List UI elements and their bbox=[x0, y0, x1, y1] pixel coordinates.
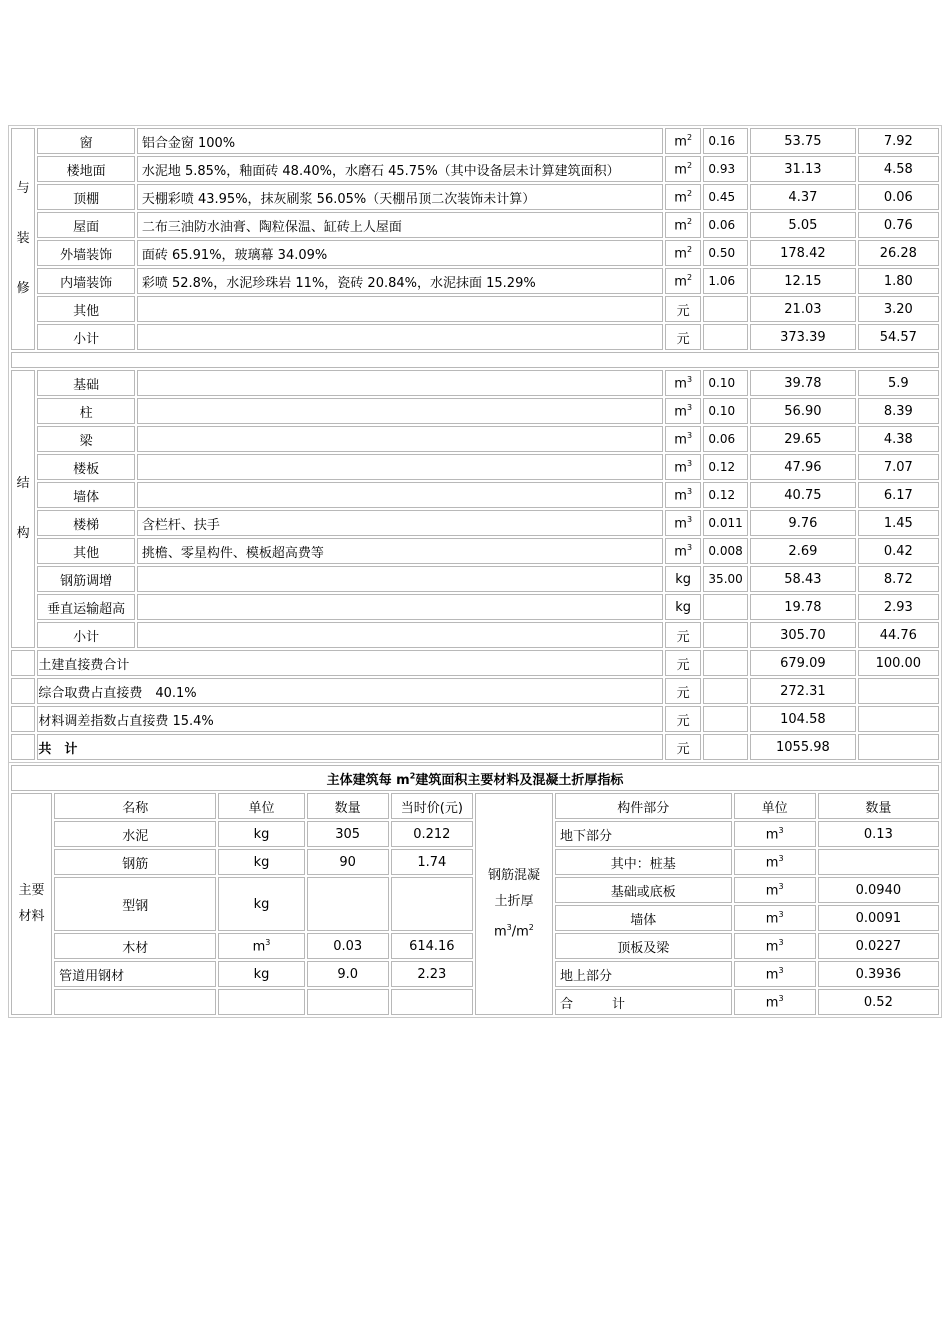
unit-exponent: 3 bbox=[686, 374, 693, 384]
item-price: 373.39 bbox=[750, 324, 856, 350]
material-price bbox=[391, 989, 473, 1015]
item-description bbox=[137, 426, 663, 452]
structure-group-char: 构 bbox=[16, 526, 30, 541]
total-percent bbox=[858, 734, 939, 760]
item-name: 墙体 bbox=[37, 482, 134, 508]
item-percent: 6.17 bbox=[858, 482, 939, 508]
concrete-side-text: 土折厚 bbox=[494, 893, 534, 909]
item-description bbox=[137, 622, 663, 648]
item-name: 其他 bbox=[37, 296, 134, 322]
header-qty: 数量 bbox=[818, 793, 939, 819]
unit-cell: $m^2$ bbox=[665, 212, 702, 238]
decoration-row bbox=[11, 324, 939, 350]
total-row bbox=[11, 734, 939, 760]
concrete-part: 墙体 bbox=[555, 905, 732, 931]
unit-exponent: 3 bbox=[778, 993, 784, 1003]
header-unit: 单位 bbox=[734, 793, 816, 819]
unit-cell: $m^3$ bbox=[665, 482, 702, 508]
item-price: 39.78 bbox=[750, 370, 856, 396]
concrete-side-text: 钢筋混凝 bbox=[487, 867, 540, 883]
item-price: 9.76 bbox=[750, 510, 856, 536]
structure-row bbox=[11, 482, 939, 508]
header-name: 名称 bbox=[54, 793, 216, 819]
item-price: 58.43 bbox=[750, 566, 856, 592]
total-side bbox=[11, 678, 35, 704]
concrete-qty: 0.52 bbox=[818, 989, 939, 1015]
total-quantity bbox=[703, 734, 748, 760]
material-price: 0.212 bbox=[391, 821, 473, 847]
item-percent: 0.42 bbox=[858, 538, 939, 564]
unit-exponent: 3 bbox=[778, 825, 784, 835]
total-row bbox=[11, 650, 939, 676]
item-price: 40.75 bbox=[750, 482, 856, 508]
concrete-qty: 0.0940 bbox=[818, 877, 939, 903]
item-percent: 8.72 bbox=[858, 566, 939, 592]
item-price: 12.15 bbox=[750, 268, 856, 294]
unit-cell: $m^3$ bbox=[665, 538, 702, 564]
material-qty: 0.03 bbox=[307, 933, 389, 959]
item-price: 178.42 bbox=[750, 240, 856, 266]
material-qty bbox=[307, 877, 389, 931]
item-name: 楼板 bbox=[37, 454, 134, 480]
materials-table bbox=[8, 763, 942, 1018]
header-qty: 数量 bbox=[307, 793, 389, 819]
unit-cell: $m^3$ bbox=[734, 821, 816, 847]
unit-cell: $m^3$ bbox=[734, 933, 816, 959]
unit-cell: $m^3$ bbox=[734, 989, 816, 1015]
structure-row bbox=[11, 398, 939, 424]
material-qty: 90 bbox=[307, 849, 389, 875]
structure-row bbox=[11, 594, 939, 620]
item-percent: 1.80 bbox=[858, 268, 939, 294]
structure-row bbox=[11, 622, 939, 648]
structure-group-label bbox=[11, 370, 35, 648]
item-quantity: 0.93 bbox=[703, 156, 748, 182]
item-name: 屋面 bbox=[37, 212, 134, 238]
item-description bbox=[137, 370, 663, 396]
structure-row bbox=[11, 510, 939, 536]
decoration-row bbox=[11, 212, 939, 238]
decoration-row bbox=[11, 296, 939, 322]
unit-cell: $m^3$ bbox=[734, 877, 816, 903]
unit-cell: $m^3$ bbox=[665, 426, 702, 452]
item-percent: 4.38 bbox=[858, 426, 939, 452]
unit-cell: $m^3$ bbox=[665, 454, 702, 480]
item-quantity: 0.12 bbox=[703, 454, 748, 480]
item-name: 内墙装饰 bbox=[37, 268, 134, 294]
item-description bbox=[137, 454, 663, 480]
materials-title-pre: 主体建筑每 m bbox=[326, 772, 410, 788]
item-description: 面砖 65.91%，玻璃幕 34.09% bbox=[137, 240, 663, 266]
item-description bbox=[137, 296, 663, 322]
unit-cell: $m^2$ bbox=[665, 184, 702, 210]
item-price: 56.90 bbox=[750, 398, 856, 424]
item-price: 47.96 bbox=[750, 454, 856, 480]
section-gap bbox=[11, 352, 939, 368]
total-label: 综合取费占直接费 40.1% bbox=[37, 678, 663, 704]
item-name: 小计 bbox=[37, 324, 134, 350]
unit-exponent: 3 bbox=[686, 458, 693, 468]
item-description bbox=[137, 398, 663, 424]
item-price: 2.69 bbox=[750, 538, 856, 564]
structure-row bbox=[11, 454, 939, 480]
item-name: 梁 bbox=[37, 426, 134, 452]
item-percent: 26.28 bbox=[858, 240, 939, 266]
total-price: 104.58 bbox=[750, 706, 856, 732]
unit-exponent: 3 bbox=[686, 542, 693, 552]
item-quantity: 0.12 bbox=[703, 482, 748, 508]
item-price: 5.05 bbox=[750, 212, 856, 238]
header-unit: 单位 bbox=[218, 793, 304, 819]
section-gap-row bbox=[11, 352, 939, 368]
structure-row bbox=[11, 566, 939, 592]
unit-cell: 元 bbox=[665, 734, 702, 760]
item-quantity: 1.06 bbox=[703, 268, 748, 294]
item-name: 垂直运输超高 bbox=[37, 594, 134, 620]
concrete-part: 地上部分 bbox=[555, 961, 732, 987]
total-side bbox=[11, 706, 35, 732]
unit-cell: kg bbox=[218, 821, 304, 847]
decoration-group-label bbox=[11, 128, 35, 350]
materials-side-label bbox=[11, 793, 52, 1015]
total-percent bbox=[858, 678, 939, 704]
unit-cell bbox=[218, 989, 304, 1015]
item-percent: 2.93 bbox=[858, 594, 939, 620]
unit-cell: $m^3$ bbox=[665, 510, 702, 536]
unit-cell: 元 bbox=[665, 296, 702, 322]
item-price: 53.75 bbox=[750, 128, 856, 154]
structure-row bbox=[11, 426, 939, 452]
item-name: 顶棚 bbox=[37, 184, 134, 210]
unit-cell: 元 bbox=[665, 678, 702, 704]
decoration-row bbox=[11, 268, 939, 294]
item-percent: 7.07 bbox=[858, 454, 939, 480]
item-description bbox=[137, 482, 663, 508]
item-price: 21.03 bbox=[750, 296, 856, 322]
item-description: 铝合金窗 100% bbox=[137, 128, 663, 154]
unit-cell: $m^3$ bbox=[734, 905, 816, 931]
item-price: 305.70 bbox=[750, 622, 856, 648]
concrete-part: 基础或底板 bbox=[555, 877, 732, 903]
item-quantity bbox=[703, 594, 748, 620]
structure-group-char: 结 bbox=[16, 476, 30, 491]
unit-exponent: 3 bbox=[686, 486, 693, 496]
item-name: 基础 bbox=[37, 370, 134, 396]
item-quantity: 0.10 bbox=[703, 398, 748, 424]
decoration-group-char: 与 bbox=[16, 181, 30, 196]
item-name: 窗 bbox=[37, 128, 134, 154]
total-percent bbox=[858, 706, 939, 732]
item-percent: 8.39 bbox=[858, 398, 939, 424]
total-price: 679.09 bbox=[750, 650, 856, 676]
item-quantity: 0.011 bbox=[703, 510, 748, 536]
item-quantity: 35.00 bbox=[703, 566, 748, 592]
materials-title-row bbox=[11, 765, 939, 791]
material-price: 1.74 bbox=[391, 849, 473, 875]
unit-exponent: 3 bbox=[778, 853, 784, 863]
decoration-group-char: 装 bbox=[16, 231, 30, 246]
material-name: 钢筋 bbox=[54, 849, 216, 875]
item-description bbox=[137, 566, 663, 592]
item-percent: 5.9 bbox=[858, 370, 939, 396]
unit-cell: 元 bbox=[665, 650, 702, 676]
item-name: 柱 bbox=[37, 398, 134, 424]
concrete-side-label bbox=[475, 793, 553, 1015]
unit-cell: 元 bbox=[665, 622, 702, 648]
concrete-part: 合 计 bbox=[555, 989, 732, 1015]
material-name bbox=[54, 989, 216, 1015]
document bbox=[8, 125, 942, 1018]
unit-cell: kg bbox=[218, 849, 304, 875]
unit-exponent: 3 bbox=[265, 937, 271, 947]
total-label: 共 计 bbox=[37, 734, 663, 760]
materials-title-post: 建筑面积主要材料及混凝土折厚指标 bbox=[415, 772, 624, 788]
materials-title bbox=[11, 765, 939, 791]
unit-cell: 元 bbox=[665, 706, 702, 732]
item-name: 外墙装饰 bbox=[37, 240, 134, 266]
item-name: 小计 bbox=[37, 622, 134, 648]
item-price: 19.78 bbox=[750, 594, 856, 620]
unit-exponent: 3 bbox=[686, 402, 693, 412]
material-price: 614.16 bbox=[391, 933, 473, 959]
item-quantity: 0.06 bbox=[703, 426, 748, 452]
unit-cell: $m^2$ bbox=[665, 156, 702, 182]
unit-exponent: 2 bbox=[686, 272, 693, 282]
item-description: 彩喷 52.8%，水泥珍珠岩 11%，瓷砖 20.84%，水泥抹面 15.29% bbox=[137, 268, 663, 294]
item-percent: 44.76 bbox=[858, 622, 939, 648]
unit-cell: kg bbox=[218, 961, 304, 987]
item-name: 钢筋调增 bbox=[37, 566, 134, 592]
material-price bbox=[391, 877, 473, 931]
total-quantity bbox=[703, 650, 748, 676]
header-part: 构件部分 bbox=[555, 793, 732, 819]
unit-cell: kg bbox=[218, 877, 304, 931]
materials-table-body bbox=[11, 765, 939, 1015]
header-price: 当时价(元) bbox=[391, 793, 473, 819]
unit-exponent: 2 bbox=[686, 244, 693, 254]
unit-cell: $m^3$ bbox=[665, 398, 702, 424]
item-percent: 0.76 bbox=[858, 212, 939, 238]
item-percent: 3.20 bbox=[858, 296, 939, 322]
item-description bbox=[137, 594, 663, 620]
total-row bbox=[11, 678, 939, 704]
total-percent: 100.00 bbox=[858, 650, 939, 676]
concrete-part: 地下部分 bbox=[555, 821, 732, 847]
item-quantity: 0.45 bbox=[703, 184, 748, 210]
unit-cell: $m^3$ bbox=[218, 933, 304, 959]
item-percent: 1.45 bbox=[858, 510, 939, 536]
structure-row bbox=[11, 538, 939, 564]
concrete-qty: 0.0227 bbox=[818, 933, 939, 959]
concrete-part: 其中：桩基 bbox=[555, 849, 732, 875]
materials-title-sup: 2 bbox=[409, 771, 416, 781]
item-description: 二布三油防水油膏、陶粒保温、缸砖上人屋面 bbox=[137, 212, 663, 238]
material-name: 水泥 bbox=[54, 821, 216, 847]
unit-cell: kg bbox=[665, 594, 702, 620]
item-quantity bbox=[703, 296, 748, 322]
material-qty bbox=[307, 989, 389, 1015]
unit-cell: $m^2$ bbox=[665, 268, 702, 294]
item-quantity: 0.06 bbox=[703, 212, 748, 238]
concrete-qty bbox=[818, 849, 939, 875]
decoration-group-char: 修 bbox=[16, 281, 30, 296]
total-quantity bbox=[703, 706, 748, 732]
concrete-qty: 0.3936 bbox=[818, 961, 939, 987]
unit-exponent: 2 bbox=[686, 160, 693, 170]
item-percent: 54.57 bbox=[858, 324, 939, 350]
concrete-part: 顶板及梁 bbox=[555, 933, 732, 959]
item-quantity: 0.50 bbox=[703, 240, 748, 266]
unit-exponent: 3 bbox=[686, 514, 693, 524]
item-description: 天棚彩喷 43.95%，抹灰刷浆 56.05%（天棚吊顶二次装饰未计算） bbox=[137, 184, 663, 210]
total-label: 土建直接费合计 bbox=[37, 650, 663, 676]
cost-table-body bbox=[11, 128, 939, 760]
unit-exponent: 3 bbox=[778, 909, 784, 919]
unit-cell: $m^2$ bbox=[665, 240, 702, 266]
item-percent: 7.92 bbox=[858, 128, 939, 154]
cost-table bbox=[8, 125, 942, 763]
unit-cell: $m^3$ bbox=[665, 370, 702, 396]
total-row bbox=[11, 706, 939, 732]
item-price: 31.13 bbox=[750, 156, 856, 182]
unit-cell: $m^3$ bbox=[734, 961, 816, 987]
total-price: 272.31 bbox=[750, 678, 856, 704]
item-quantity: 0.16 bbox=[703, 128, 748, 154]
item-quantity bbox=[703, 324, 748, 350]
decoration-row bbox=[11, 156, 939, 182]
item-description bbox=[137, 324, 663, 350]
concrete-qty: 0.13 bbox=[818, 821, 939, 847]
item-name: 楼地面 bbox=[37, 156, 134, 182]
structure-row bbox=[11, 370, 939, 396]
unit-cell: kg bbox=[665, 566, 702, 592]
item-price: 4.37 bbox=[750, 184, 856, 210]
materials-side-text: 主要 bbox=[18, 883, 45, 898]
concrete-qty: 0.0091 bbox=[818, 905, 939, 931]
decoration-row bbox=[11, 240, 939, 266]
item-description: 水泥地 5.85%，釉面砖 48.40%，水磨石 45.75%（其中设备层未计算建筑面积） bbox=[137, 156, 663, 182]
item-quantity bbox=[703, 622, 748, 648]
unit-cell: $m^2$ bbox=[665, 128, 702, 154]
unit-exponent: 2 bbox=[686, 132, 693, 142]
item-description: 挑檐、零星构件、模板超高费等 bbox=[137, 538, 663, 564]
material-name: 型钢 bbox=[54, 877, 216, 931]
unit-exponent: 2 bbox=[686, 188, 693, 198]
material-name: 木材 bbox=[54, 933, 216, 959]
total-label: 材料调差指数占直接费 15.4% bbox=[37, 706, 663, 732]
item-quantity: 0.10 bbox=[703, 370, 748, 396]
decoration-row bbox=[11, 128, 939, 154]
item-name: 楼梯 bbox=[37, 510, 134, 536]
item-description: 含栏杆、扶手 bbox=[137, 510, 663, 536]
total-side bbox=[11, 734, 35, 760]
material-qty: 9.0 bbox=[307, 961, 389, 987]
unit-exponent: 3 bbox=[778, 965, 784, 975]
concrete-side-text: $m^3/m^2$ bbox=[493, 922, 534, 940]
item-percent: 0.06 bbox=[858, 184, 939, 210]
item-name: 其他 bbox=[37, 538, 134, 564]
material-name: 管道用钢材 bbox=[54, 961, 216, 987]
total-price: 1055.98 bbox=[750, 734, 856, 760]
unit-exponent: 2 bbox=[686, 216, 693, 226]
unit-cell: $m^3$ bbox=[734, 849, 816, 875]
materials-side-text: 材料 bbox=[18, 909, 45, 924]
item-price: 29.65 bbox=[750, 426, 856, 452]
unit-exponent: 3 bbox=[686, 430, 693, 440]
unit-exponent: 3 bbox=[778, 881, 784, 891]
material-qty: 305 bbox=[307, 821, 389, 847]
decoration-row bbox=[11, 184, 939, 210]
item-quantity: 0.008 bbox=[703, 538, 748, 564]
total-side bbox=[11, 650, 35, 676]
item-percent: 4.58 bbox=[858, 156, 939, 182]
materials-header-row bbox=[11, 793, 939, 819]
unit-exponent: 3 bbox=[778, 937, 784, 947]
unit-cell: 元 bbox=[665, 324, 702, 350]
material-price: 2.23 bbox=[391, 961, 473, 987]
total-quantity bbox=[703, 678, 748, 704]
